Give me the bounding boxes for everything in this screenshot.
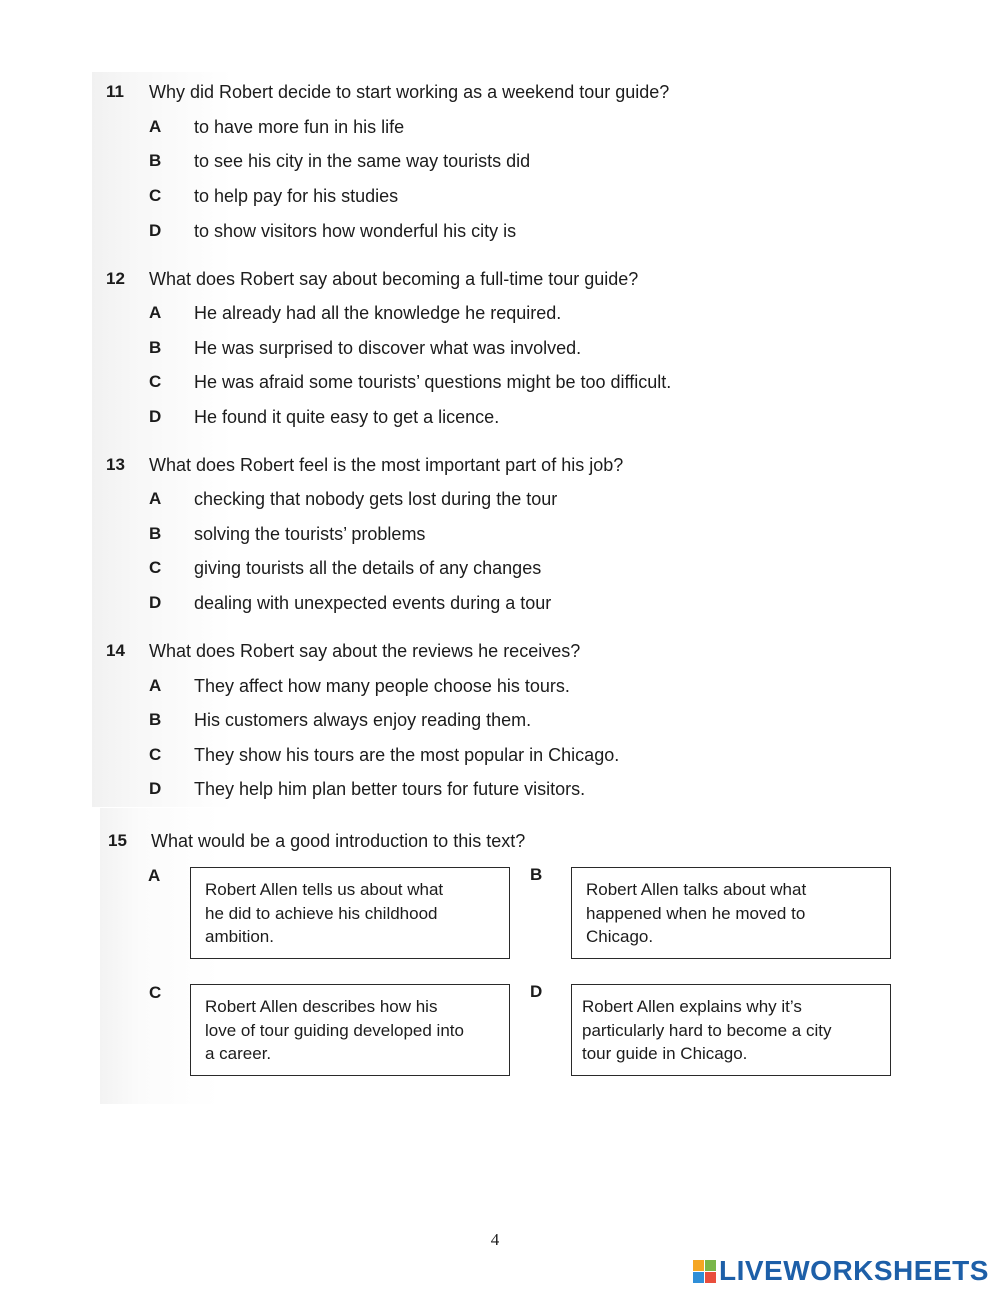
option-text: giving tourists all the details of any changes	[194, 558, 542, 578]
box-line: Robert Allen explains why it’s	[582, 997, 802, 1016]
option-text: dealing with unexpected events during a tour	[194, 593, 552, 613]
box-line: happened when he moved to	[586, 903, 806, 923]
option-text: They show his tours are the most popular in Chicago.	[194, 745, 620, 765]
box-line: ambition.	[205, 927, 274, 946]
option-text: His customers always enjoy reading them.	[194, 710, 532, 730]
option-letter: B	[149, 524, 162, 543]
option-14a[interactable]	[0, 676, 900, 700]
option-text: He was afraid some tourists’ questions might be too difficult.	[194, 372, 672, 392]
question-text: What does Robert say about the reviews he receives?	[149, 641, 581, 661]
question-number: 12	[106, 269, 125, 288]
logo-text: LIVEWORKSHEETS	[719, 1255, 989, 1286]
box-letter-b: B	[530, 865, 543, 884]
logo-square	[693, 1272, 704, 1283]
answer-box-c[interactable]	[190, 984, 510, 1076]
option-letter: A	[149, 489, 162, 508]
option-11a[interactable]	[0, 117, 900, 141]
option-letter: C	[149, 558, 162, 577]
question-text: What does Robert feel is the most important part of his job?	[149, 455, 624, 475]
option-letter: B	[149, 710, 162, 729]
question-number: 13	[106, 455, 125, 474]
option-letter: D	[149, 221, 162, 240]
option-13c[interactable]	[0, 558, 900, 582]
option-letter: B	[149, 151, 162, 170]
option-13a[interactable]	[0, 489, 900, 513]
box-line: Chicago.	[586, 927, 654, 946]
question-text: Why did Robert decide to start working as a weekend tour guide?	[149, 82, 670, 102]
option-letter: B	[149, 338, 162, 357]
option-letter: D	[149, 593, 162, 612]
option-letter: C	[149, 745, 162, 764]
logo-square	[693, 1260, 704, 1271]
box-line: love of tour guiding developed into	[205, 1020, 464, 1040]
liveworksheets-logo-icon	[693, 1260, 715, 1282]
box-line: Robert Allen describes how his	[205, 997, 438, 1016]
answer-box-b[interactable]	[571, 867, 891, 959]
option-11c[interactable]	[0, 186, 900, 210]
option-12c[interactable]	[0, 372, 900, 396]
option-text: to have more fun in his life	[194, 117, 405, 137]
option-text: solving the tourists’ problems	[194, 524, 426, 544]
option-14b[interactable]	[0, 710, 900, 734]
box-line: Robert Allen tells us about what	[205, 880, 444, 899]
question-number: 14	[106, 641, 125, 660]
option-letter: C	[149, 186, 162, 205]
answer-box-a[interactable]	[190, 867, 510, 959]
liveworksheets-logo	[693, 1254, 989, 1288]
option-letter: A	[149, 676, 162, 695]
option-text: He found it quite easy to get a licence.	[194, 407, 500, 427]
option-text: to see his city in the same way tourists did	[194, 151, 531, 171]
option-12a[interactable]	[0, 303, 900, 327]
option-13b[interactable]	[0, 524, 900, 548]
option-text: checking that nobody gets lost during the tour	[194, 489, 558, 509]
box-letter-c: C	[149, 983, 162, 1002]
logo-square	[705, 1260, 716, 1271]
option-letter: D	[149, 407, 162, 426]
option-12d[interactable]	[0, 407, 900, 431]
option-text: He already had all the knowledge he required.	[194, 303, 562, 323]
question-number: 11	[106, 82, 124, 101]
box-line: a career.	[205, 1044, 272, 1063]
box-line: particularly hard to become a city	[582, 1020, 832, 1040]
logo-square	[705, 1272, 716, 1283]
option-letter: D	[149, 779, 162, 798]
option-14c[interactable]	[0, 745, 900, 769]
option-12b[interactable]	[0, 338, 900, 362]
box-line: Robert Allen talks about what	[586, 880, 807, 899]
question-text: What would be a good introduction to this text?	[151, 831, 526, 851]
option-letter: C	[149, 372, 162, 391]
answer-box-d[interactable]	[571, 984, 891, 1076]
page-number: 4	[490, 1230, 500, 1249]
box-line: tour guide in Chicago.	[582, 1044, 748, 1063]
box-line: he did to achieve his childhood	[205, 903, 438, 923]
option-text: to show visitors how wonderful his city is	[194, 221, 517, 241]
option-letter: A	[149, 303, 162, 322]
option-11b[interactable]	[0, 151, 900, 175]
box-letter-a: A	[148, 866, 161, 885]
question-text: What does Robert say about becoming a full-time tour guide?	[149, 269, 639, 289]
option-text: They affect how many people choose his tours.	[194, 676, 570, 696]
option-text: He was surprised to discover what was involved.	[194, 338, 582, 358]
box-letter-d: D	[530, 982, 543, 1001]
option-text: to help pay for his studies	[194, 186, 399, 206]
option-letter: A	[149, 117, 162, 136]
question-number: 15	[108, 831, 127, 850]
option-13d[interactable]	[0, 593, 900, 617]
option-text: They help him plan better tours for future visitors.	[194, 779, 586, 799]
option-11d[interactable]	[0, 221, 900, 245]
option-14d[interactable]	[0, 779, 900, 803]
